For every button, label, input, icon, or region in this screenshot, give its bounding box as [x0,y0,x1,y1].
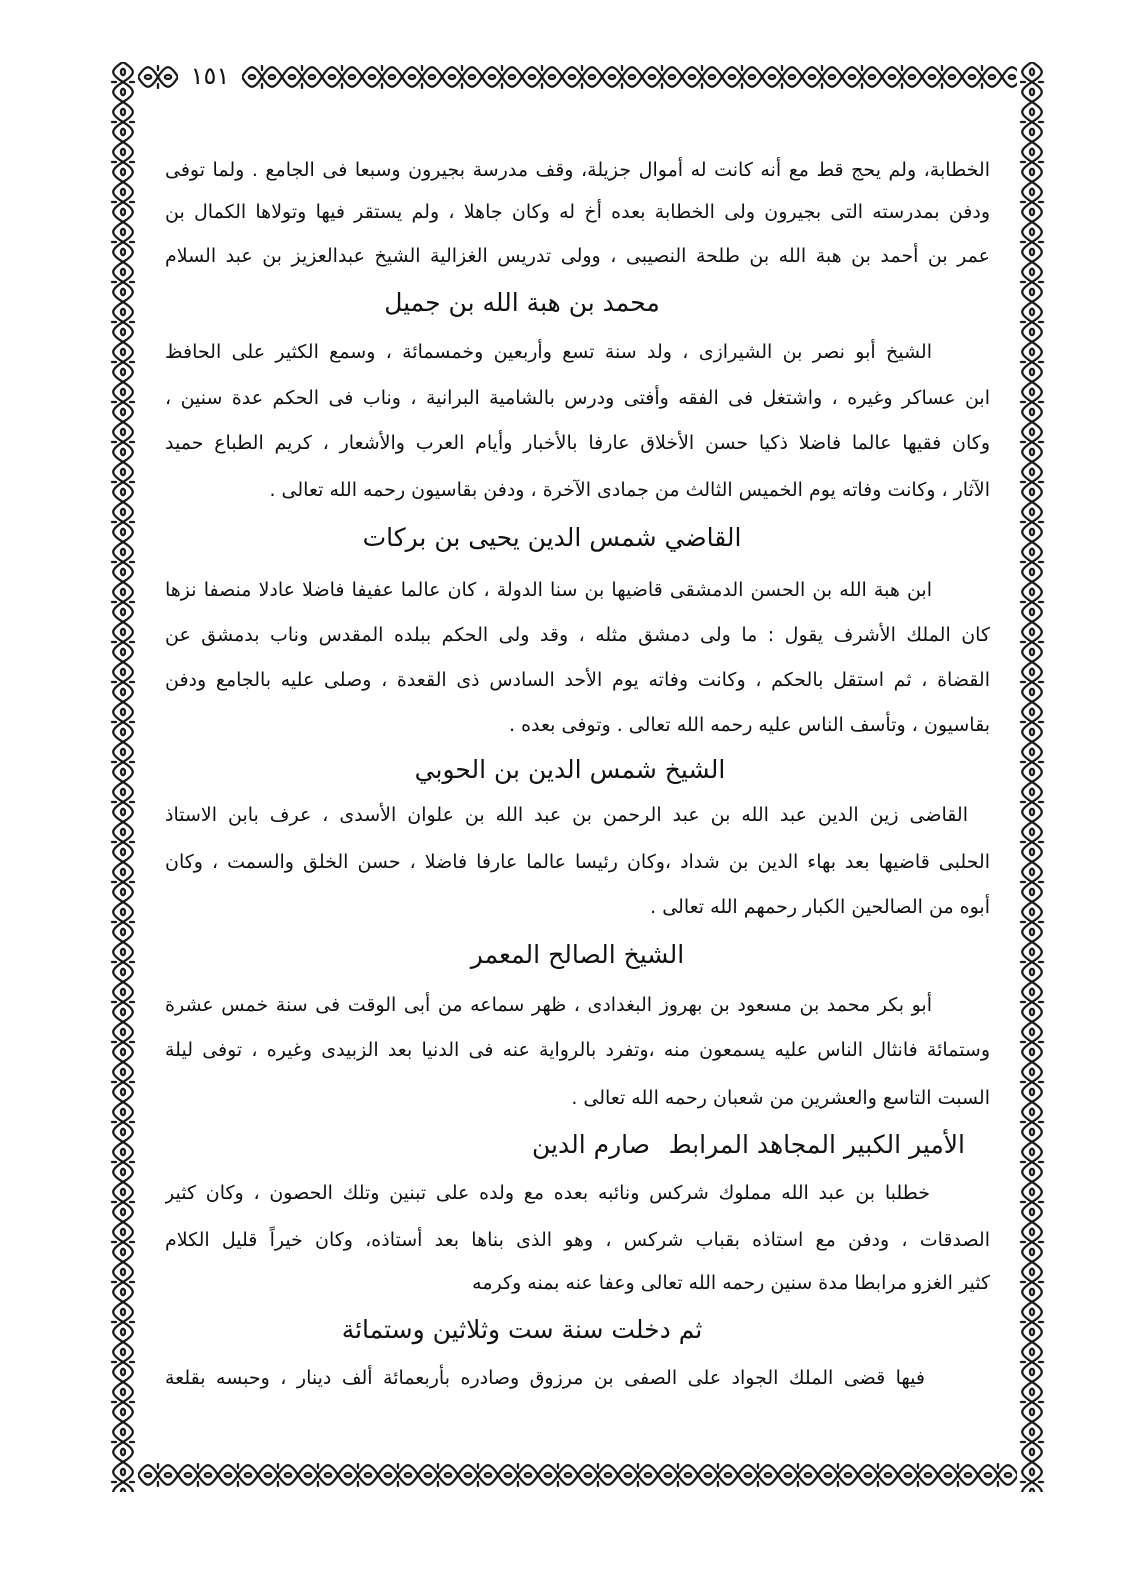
text-line: فيها قضى الملك الجواد على الصفى بن مرزوق وصادره بأربعمائة ألف دينار ، وحبسه بقلعة [165,1367,925,1389]
entry-heading: محمد بن هبة الله بن جميل [384,288,660,317]
entry-heading-name: صارم الدين [531,1130,650,1159]
text-line: خطلبا بن عبد الله مملوك شركس ونائبه بعده مع ولده على تبنين وتلك الحصون ، وكان كثير [165,1182,930,1204]
entry-heading-title: الأمير الكبير المجاهد المرابط [668,1130,965,1159]
entry-heading: الشيخ شمس الدين بن الحوبي [414,755,726,784]
text-line: القاضى زين الدين عبد الله بن عبد الرحمن بن عبد الله بن علوان الأسدى ، عرف بابن الاستاذ [165,804,968,826]
entry-heading: القاضي شمس الدين يحيى بن بركات [362,523,742,552]
text-line: بقاسيون ، وتأسف الناس عليه رحمه الله تعالى . وتوفى بعده . [508,714,990,736]
text-line: ابن هبة الله بن الحسن الدمشقى قاضيها بن سنا الدولة ، كان عالما عفيفا فاضلا عادلا منصفا نزها [165,579,932,601]
text-line: الحلبى قاضيها بعد بهاء الدين بن شداد ،وكان رئيسا عالما عارفا فاضلا ، حسن الخلق والسمت ، وكان [165,851,990,873]
text-line: كثير الغزو مرابطا مدة سنين رحمه الله تعالى وعفا عنه بمنه وكرمه [472,1272,990,1294]
text-line: أبو بكر محمد بن مسعود بن بهروز البغدادى ، ظهر سماعه من أبى الوقت فى سنة خمس عشرة [165,994,932,1016]
text-line: أبوه من الصالحين الكبار رحمهم الله تعالى . [650,896,990,918]
text-line: كان الملك الأشرف يقول : ما ولى دمشق مثله ، وقد ولى الحكم ببلده المقدس وناب بدمشق عن [165,624,990,646]
entry-heading: الشيخ الصالح المعمر [470,940,685,969]
text-line: وكان فقيها عالما فاضلا ذكيا حسن الأخلاق عارفا بالأخبار وأيام العرب والأشعار ، كريم الطباع حميد [165,432,990,454]
entry-heading [165,1125,990,1165]
text-line: الآثار ، وكانت وفاته يوم الخميس الثالث من جمادى الآخرة ، ودفن بقاسيون رحمه الله تعالى . [269,479,990,501]
text-line: الخطابة، ولم يحج قط مع أنه كانت له أموال جزيلة، وقف مدرسة بجيرون وسبعا فى الجامع . ولما توفى [165,159,990,181]
text-line: ابن عساكر وغيره ، واشتغل فى الفقه وأفتى ودرس بالشامية البرانية ، وناب فى الحكم عدة سنين ، [165,387,990,409]
text-line: وستمائة فانثال الناس عليه يسمعون منه ،وتفرد بالرواية عنه فى الدنيا بعد الزبيدى وغيره ، توفى ليلة [165,1039,990,1061]
text-line: الصدقات ، ودفن مع استاذه بقباب شركس ، وهو الذى بناها بعد أستاذه، وكان خيراً قليل الكلام [165,1229,990,1251]
year-heading: ثم دخلت سنة ست وثلاثين وستمائة [341,1315,703,1344]
text-line: ودفن بمدرسته التى بجيرون ولى الخطابة بعده أخ له وكان جاهلا ، ولم يستقر فيها وتولاها الكمال بن [165,201,990,223]
text-line: عمر بن أحمد بن هبة الله بن طلحة النصيبى ، وولى تدريس الغزالية الشيخ عبدالعزيز بن عبد السلام [165,245,990,267]
text-line: الشيخ أبو نصر بن الشيرازى ، ولد سنة تسع وأربعين وخمسمائة ، وسمع الكثير على الحافظ [165,341,932,363]
text-line: القضاة ، ثم استقل بالحكم ، وكانت وفاته يوم الأحد السادس ذى القعدة ، وصلى عليه بالجامع ودفن [165,669,990,691]
page-number: ١٥١ [190,62,230,90]
text-line: السبت التاسع والعشرين من شعبان رحمه الله تعالى . [571,1087,990,1109]
